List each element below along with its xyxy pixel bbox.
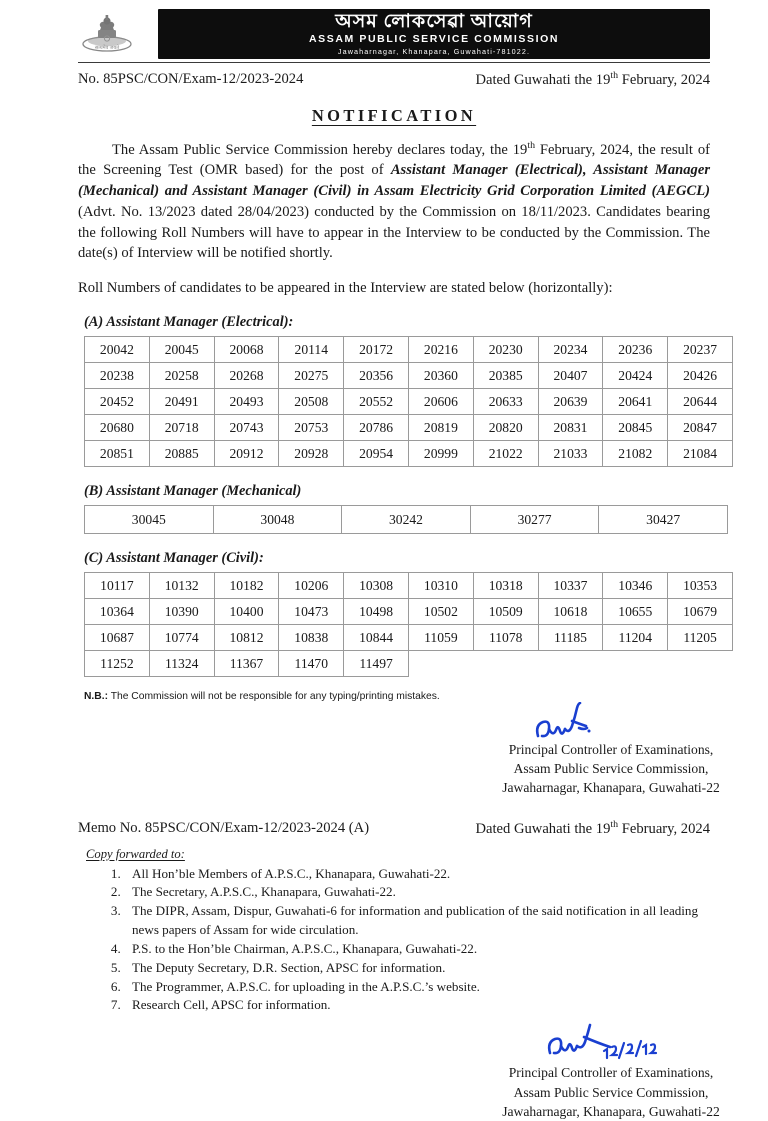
section-heading-mechanical: (B) Assistant Manager (Mechanical) <box>84 483 302 500</box>
document-content <box>0 70 768 1121</box>
list-item: 2. The Secretary, A.P.S.C., Khanapara, Guwahati-22. <box>124 883 710 902</box>
roll-table-civil <box>84 572 733 677</box>
table-row <box>85 506 728 534</box>
roll-number-cell: 11205 <box>668 625 733 651</box>
section-heading-civil: (C) Assistant Manager (Civil): <box>84 550 264 567</box>
roll-number-cell: 20114 <box>279 337 344 363</box>
note-bene-label: N.B.: <box>84 691 109 703</box>
roll-number-cell: 10308 <box>344 573 409 599</box>
roll-number-cell: 10473 <box>279 599 344 625</box>
roll-number-cell: 20268 <box>214 363 279 389</box>
roll-number-cell: 30242 <box>342 506 471 534</box>
roll-number-cell: 10400 <box>214 599 279 625</box>
signatory2-organisation: Assam Public Service Commission, <box>513 1084 709 1100</box>
list-item: 3. The DIPR, Assam, Dispur, Guwahati-6 for information and publication of the said notification in all leading news papers of Assam for wide circulation. <box>124 902 710 940</box>
commission-banner <box>158 9 710 58</box>
signatory2-address: Jawaharnagar, Khanapara, Guwahati-22 <box>502 1103 720 1119</box>
roll-number-cell: 30048 <box>213 506 342 534</box>
list-item: 7. Research Cell, APSC for information. <box>124 996 710 1015</box>
roll-number-cell: 10687 <box>85 625 150 651</box>
roll-number-cell: 20606 <box>408 389 473 415</box>
roll-number-cell: 20786 <box>344 415 409 441</box>
roll-number-cell: 20234 <box>538 337 603 363</box>
roll-table-mechanical <box>84 505 728 534</box>
roll-number-cell: 11078 <box>473 625 538 651</box>
table-row <box>85 363 733 389</box>
banner-english-title: ASSAM PUBLIC SERVICE COMMISSION <box>308 33 560 46</box>
roll-number-cell: 11497 <box>344 651 409 677</box>
roll-number-cell: 10774 <box>149 625 214 651</box>
roll-number-cell: 10346 <box>603 573 668 599</box>
signatory-organisation: Assam Public Service Commission, <box>513 761 709 777</box>
roll-number-cell: 11470 <box>279 651 344 677</box>
roll-number-cell: 20491 <box>149 389 214 415</box>
roll-number-cell: 10655 <box>603 599 668 625</box>
roll-number-cell: 10844 <box>344 625 409 651</box>
note-bene-text: The Commission will not be responsible for any typing/printing mistakes. <box>108 691 440 703</box>
roll-number-cell: 10182 <box>214 573 279 599</box>
roll-number-cell: 11204 <box>603 625 668 651</box>
roll-number-cell: 21082 <box>603 441 668 467</box>
roll-number-cell: 30045 <box>85 506 214 534</box>
roll-cell-empty <box>408 651 473 677</box>
roll-number-cell: 10502 <box>408 599 473 625</box>
roll-cell-empty <box>538 651 603 677</box>
roll-cell-empty <box>668 651 733 677</box>
roll-number-cell: 20680 <box>85 415 150 441</box>
memo-date-ordinal-suffix: th <box>610 818 619 830</box>
list-item: 5. The Deputy Secretary, D.R. Section, APSC for information. <box>124 959 710 978</box>
table-row <box>85 625 733 651</box>
copy-forwarded-list <box>78 865 710 1016</box>
list-item: 4. P.S. to the Hon’ble Chairman, A.P.S.C., Khanapara, Guwahati-22. <box>124 940 710 959</box>
copy-forwarded-label: Copy forwarded to: <box>86 846 185 861</box>
roll-cell-empty <box>603 651 668 677</box>
roll-number-cell: 20238 <box>85 363 150 389</box>
roll-number-cell: 20360 <box>408 363 473 389</box>
roll-number-cell: 10618 <box>538 599 603 625</box>
roll-number-cell: 20230 <box>473 337 538 363</box>
reference-date: Dated Guwahati the 19th February, 2024 <box>475 70 710 88</box>
para-text-b: February, 2024, the result of the Screening Test (OMR based) for the post of <box>78 141 710 179</box>
roll-number-cell: 20407 <box>538 363 603 389</box>
roll-number-cell: 20258 <box>149 363 214 389</box>
handwritten-signature-icon <box>446 706 768 740</box>
table-row <box>85 337 733 363</box>
para-ordinal-suffix: th <box>527 139 536 151</box>
signatory2-designation: Principal Controller of Examinations, <box>508 1065 714 1081</box>
section-heading-electrical: (A) Assistant Manager (Electrical): <box>84 314 294 331</box>
roll-number-cell: 20954 <box>344 441 409 467</box>
roll-number-cell: 10364 <box>85 599 150 625</box>
signature-block-secondary <box>446 1023 768 1121</box>
roll-number-cell: 10838 <box>279 625 344 651</box>
roll-number-cell: 20718 <box>149 415 214 441</box>
roll-number-cell: 20820 <box>473 415 538 441</box>
roll-number-cell: 20847 <box>668 415 733 441</box>
roll-number-cell: 20999 <box>408 441 473 467</box>
roll-number-cell: 20639 <box>538 389 603 415</box>
india-state-emblem-icon <box>78 9 136 59</box>
roll-cell-empty <box>473 651 538 677</box>
roll-number-cell: 20633 <box>473 389 538 415</box>
roll-number-cell: 20237 <box>668 337 733 363</box>
roll-number-cell: 20172 <box>344 337 409 363</box>
roll-number-cell: 20068 <box>214 337 279 363</box>
memo-number: Memo No. 85PSC/CON/Exam-12/2023-2024 (A) <box>78 819 370 836</box>
notification-paragraph <box>78 139 710 264</box>
roll-number-cell: 10353 <box>668 573 733 599</box>
roll-number-cell: 30277 <box>470 506 599 534</box>
roll-number-cell: 10206 <box>279 573 344 599</box>
roll-number-cell: 20424 <box>603 363 668 389</box>
roll-number-cell: 20819 <box>408 415 473 441</box>
roll-table-electrical <box>84 336 733 467</box>
reference-number: No. 85PSC/CON/Exam-12/2023-2024 <box>78 71 304 87</box>
roll-number-cell: 11367 <box>214 651 279 677</box>
roll-number-cell: 20493 <box>214 389 279 415</box>
memo-date: Dated Guwahati the 19th February, 2024 <box>475 818 710 837</box>
table-row <box>85 599 733 625</box>
roll-number-cell: 10337 <box>538 573 603 599</box>
roll-number-cell: 20552 <box>344 389 409 415</box>
post-names-emphasis: Assistant Manager (Electrical), Assistant Manager (Mechanical) and Assistant Manager (Civil) in Assam Electricity Grid Corporation Limited (AEGCL) <box>78 162 710 200</box>
signature-block-primary <box>446 706 768 798</box>
handwritten-signature-dated-icon <box>446 1023 768 1063</box>
roll-number-cell: 21022 <box>473 441 538 467</box>
roll-table-electrical-body <box>85 337 733 467</box>
roll-number-cell: 10509 <box>473 599 538 625</box>
roll-number-cell: 20845 <box>603 415 668 441</box>
roll-number-cell: 20236 <box>603 337 668 363</box>
roll-number-cell: 20641 <box>603 389 668 415</box>
roll-number-cell: 21084 <box>668 441 733 467</box>
roll-number-cell: 20042 <box>85 337 150 363</box>
roll-number-cell: 20928 <box>279 441 344 467</box>
roll-table-civil-body <box>85 573 733 677</box>
roll-number-cell: 20216 <box>408 337 473 363</box>
list-item: 1. All Hon’ble Members of A.P.S.C., Khanapara, Guwahati-22. <box>124 865 710 884</box>
roll-number-cell: 21033 <box>538 441 603 467</box>
roll-number-cell: 10318 <box>473 573 538 599</box>
roll-number-cell: 10498 <box>344 599 409 625</box>
table-row <box>85 389 733 415</box>
table-row <box>85 651 733 677</box>
page-title: NOTIFICATION <box>311 105 477 125</box>
banner-address: Jawaharnagar, Khanapara, Guwahati-781022. <box>337 47 531 57</box>
roll-number-cell: 10812 <box>214 625 279 651</box>
list-item: 6. The Programmer, A.P.S.C. for uploading in the A.P.S.C.’s website. <box>124 978 710 997</box>
para-text-c: (Advt. No. 13/2023 dated 28/04/2023) conducted by the Commission on 18/11/2023. Candidates bearing the following Roll Numbers will have to appear in the Interview to be conducted by the Commission. The date(s) of Interview will be notified shortly. <box>78 203 710 262</box>
roll-number-cell: 20851 <box>85 441 150 467</box>
roll-number-cell: 20045 <box>149 337 214 363</box>
roll-number-cell: 20452 <box>85 389 150 415</box>
roll-number-cell: 20912 <box>214 441 279 467</box>
roll-number-cell: 20885 <box>149 441 214 467</box>
memo-line <box>78 819 710 839</box>
document-header <box>0 0 768 56</box>
roll-number-cell: 20426 <box>668 363 733 389</box>
signatory-designation: Principal Controller of Examinations, <box>508 741 714 757</box>
roll-number-cell: 11324 <box>149 651 214 677</box>
para-text-a: The Assam Public Service Commission hereby declares today, the 19 <box>112 141 528 158</box>
roll-numbers-intro: Roll Numbers of candidates to be appeared in the Interview are stated below (horizontally): <box>78 280 613 296</box>
roll-number-cell: 11185 <box>538 625 603 651</box>
date-ordinal-suffix: th <box>610 70 619 81</box>
roll-number-cell: 11059 <box>408 625 473 651</box>
roll-number-cell: 20743 <box>214 415 279 441</box>
table-row <box>85 573 733 599</box>
roll-number-cell: 10117 <box>85 573 150 599</box>
roll-number-cell: 20356 <box>344 363 409 389</box>
signatory-address: Jawaharnagar, Khanapara, Guwahati-22 <box>502 780 720 796</box>
roll-number-cell: 10132 <box>149 573 214 599</box>
roll-number-cell: 20644 <box>668 389 733 415</box>
roll-number-cell: 10310 <box>408 573 473 599</box>
roll-table-mechanical-body <box>85 506 728 534</box>
roll-number-cell: 20275 <box>279 363 344 389</box>
roll-number-cell: 30427 <box>599 506 728 534</box>
roll-number-cell: 20385 <box>473 363 538 389</box>
roll-number-cell: 11252 <box>85 651 150 677</box>
banner-assamese-title: অসম লোকসেৱা আয়োগ <box>335 11 533 33</box>
header-divider <box>78 62 710 63</box>
table-row <box>85 415 733 441</box>
roll-number-cell: 10390 <box>149 599 214 625</box>
roll-number-cell: 20753 <box>279 415 344 441</box>
roll-number-cell: 10679 <box>668 599 733 625</box>
reference-line <box>78 70 710 90</box>
svg-text:सत्यमेव जयते: सत्यमेव जयते <box>94 46 120 51</box>
roll-number-cell: 20831 <box>538 415 603 441</box>
roll-number-cell: 20508 <box>279 389 344 415</box>
table-row <box>85 441 733 467</box>
